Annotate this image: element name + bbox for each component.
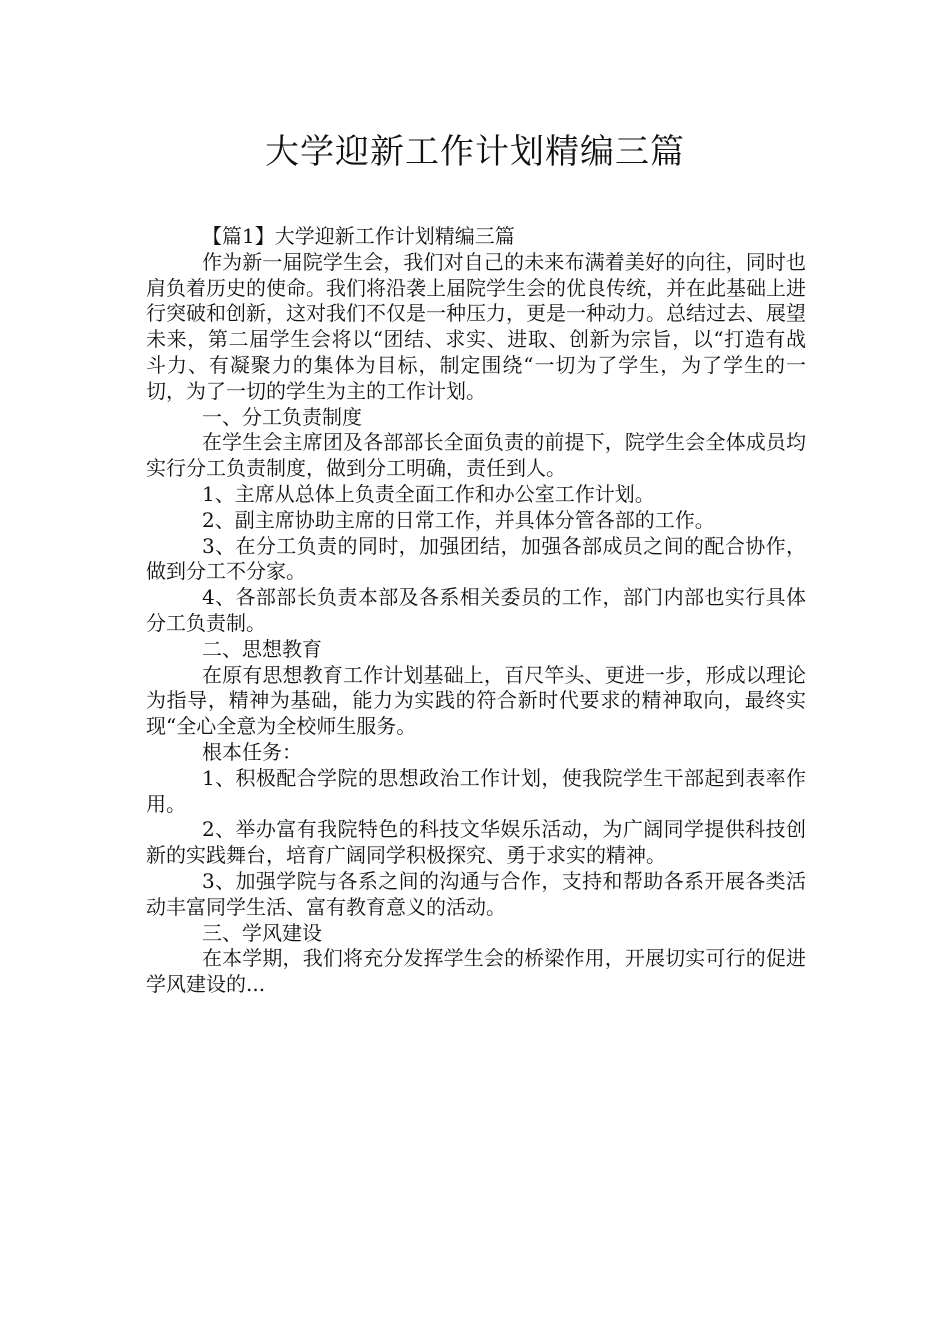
subheading: 根本任务： — [202, 739, 302, 764]
list-item: 1、主席从总体上负责全面工作和办公室工作计划。 — [202, 481, 655, 506]
section-heading: 三、学风建设 — [202, 920, 322, 945]
section-heading: 二、思想教育 — [202, 636, 322, 661]
body-paragraph: 作为新一届院学生会，我们对自己的未来布满着美好的向往，同时也肩负着历史的使命。我们将沿袭上届院学生会的优良传统，并在此基础上进行突破和创新，这对我们不仅是一种压力，更是一种动力。总结过去、展望未来，第二届学生会将以“团结、求实、进取、创新为宗旨，以“打造有战斗力、有凝聚力的集体为目标，制定围绕“一切为了学生，为了学生的一切，为了一切的学生为主的工作计划。 — [146, 249, 806, 403]
body-paragraph: 在原有思想教育工作计划基础上，百尺竿头、更进一步，形成以理论为指导，精神为基础，能力为实践的符合新时代要求的精神取向，最终实现“全心全意为全校师生服务。 — [146, 662, 806, 739]
list-item: 3、加强学院与各系之间的沟通与合作，支持和帮助各系开展各类活动丰富同学生活、富有教育意义的活动。 — [146, 868, 806, 919]
list-item: 2、举办富有我院特色的科技文华娱乐活动，为广阔同学提供科技创新的实践舞台，培育广阔同学积极探究、勇于求实的精神。 — [146, 817, 806, 868]
body-paragraph: 在本学期，我们将充分发挥学生会的桥梁作用，开展切实可行的促进学风建设的... — [146, 946, 806, 997]
list-item: 3、在分工负责的同时，加强团结，加强各部成员之间的配合协作，做到分工不分家。 — [146, 533, 806, 584]
list-item: 2、副主席协助主席的日常工作，并具体分管各部的工作。 — [202, 507, 715, 532]
list-item: 4、各部部长负责本部及各系相关委员的工作，部门内部也实行具体分工负责制。 — [146, 585, 806, 635]
body-paragraph: 在学生会主席团及各部部长全面负责的前提下，院学生会全体成员均实行分工负责制度，做到分工明确，责任到人。 — [146, 430, 806, 481]
document-body — [146, 224, 806, 998]
document-title: 大学迎新工作计划精编三篇 — [265, 132, 685, 172]
section-heading: 一、分工负责制度 — [202, 404, 362, 429]
section-heading: 【篇1】大学迎新工作计划精编三篇 — [202, 224, 515, 248]
list-item: 1、积极配合学院的思想政治工作计划，使我院学生干部起到表率作用。 — [146, 765, 806, 816]
